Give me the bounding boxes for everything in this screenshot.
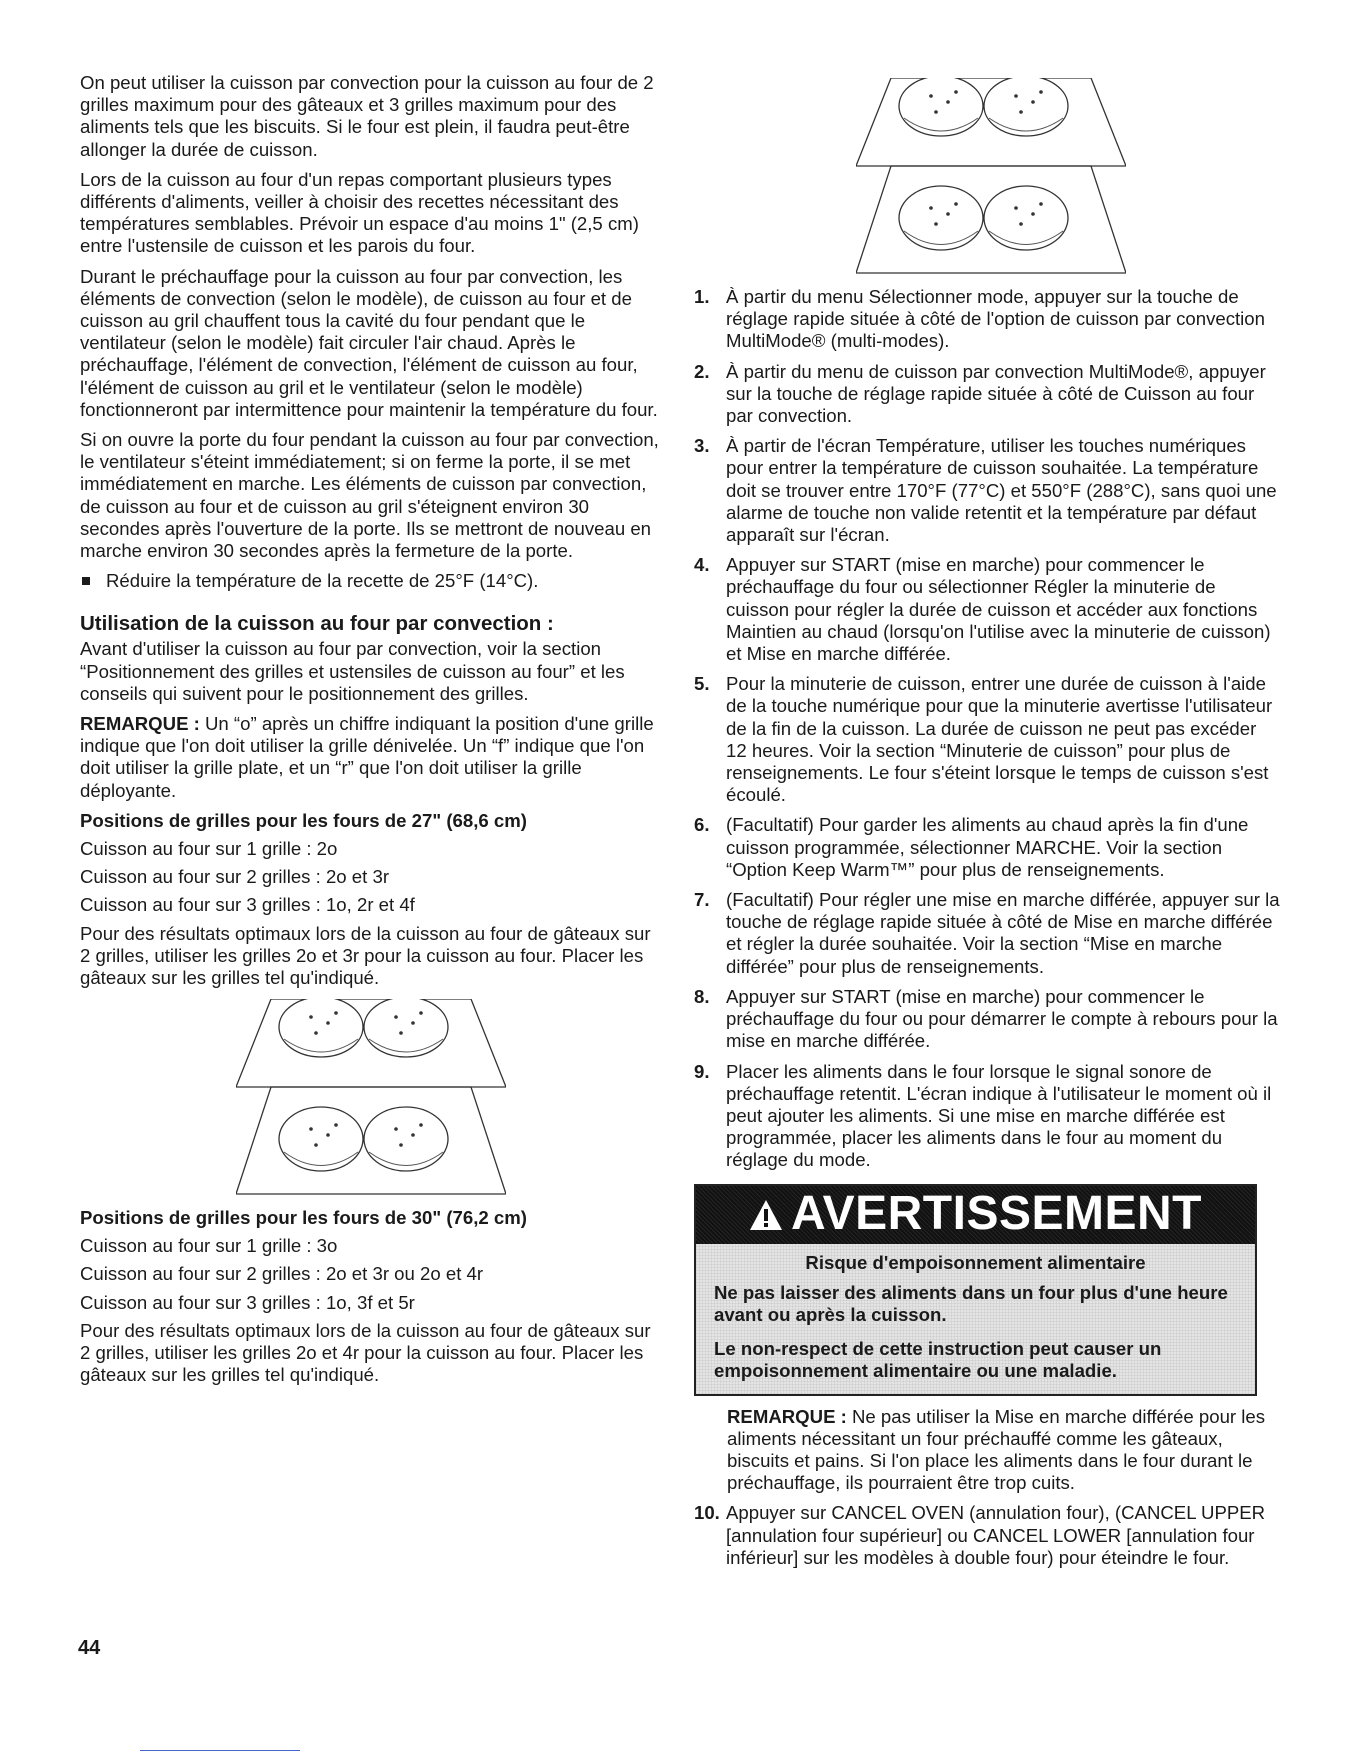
step-item: 3. À partir de l'écran Température, utiliser les touches numériques pour entrer la température de cuisson souhaitée. La température doit se trouver entre 170°F (77°C) et 550°F (288°C), sans quoi une alarme de touche non valide retentit et la température par défaut apparaît sur l'écran.	[694, 435, 1277, 546]
bullet-item	[80, 570, 662, 592]
intro-paragraph-1: On peut utiliser la cuisson par convection pour la cuisson au four de 2 grilles maximum pour des gâteaux et 3 grilles maximum pour des aliments tels que les biscuits. Si le four est plein, il faudra peut-être allonger la durée de cuisson.	[80, 72, 654, 160]
step-item: 9. Placer les aliments dans le four lorsque le signal sonore de préchauffage retentit. L'écran indique à l'utilisateur le moment où il peut ajouter les aliments. Si une mise en marche différée est programmée, placer les aliments dans le four au moment du réglage du mode.	[694, 1060, 1272, 1171]
warning-text-1: Ne pas laisser des aliments dans un four plus d'une heure avant ou après la cuisson.	[714, 1281, 1228, 1325]
step-item: 1. À partir du menu Sélectionner mode, appuyer sur la touche de réglage rapide située à côté de l'option de cuisson par convection MultiMode® (multi-modes).	[694, 286, 1265, 352]
right-column	[694, 78, 1282, 1577]
rack-27-line-2: Cuisson au four sur 2 grilles : 2o et 3r	[80, 866, 390, 888]
warning-text-2: Le non-respect de cette instruction peut causer un empoisonnement alimentaire ou une maladie.	[714, 1337, 1162, 1381]
intro-paragraph-3: Durant le préchauffage pour la cuisson au four par convection, les éléments de convection (selon le modèle), de cuisson au four et de cuisson au gril chauffent tous la cavité du four pendant que le ventilateur (selon le modèle) fait circuler l'air chaud. Après le préchauffage, l'élément de convection, l'élément de cuisson au four, l'élément de cuisson au gril et le ventilateur (selon le modèle) fonctionneront par intermittence pour maintenir la température du four.	[80, 265, 658, 420]
rack-27-illustration	[236, 999, 506, 1199]
warning-title: AVERTISSEMENT	[791, 1187, 1202, 1241]
left-column	[80, 72, 662, 1394]
rack-30-line-1: Cuisson au four sur 1 grille : 3o	[80, 1235, 338, 1257]
rack-27-note: Pour des résultats optimaux lors de la cuisson au four de gâteaux sur 2 grilles, utiliser les grilles 2o et 3r pour la cuisson au four. Placer les gâteaux sur les grilles tel qu'indiqué.	[80, 922, 651, 988]
step-item: 2. À partir du menu de cuisson par convection MultiMode®, appuyer sur la touche de réglage rapide située à côté de Cuisson au four par convection.	[694, 360, 1266, 427]
step-item: 7. (Facultatif) Pour régler une mise en marche différée, appuyer sur la touche de réglage rapide située à côté de Mise en marche différée et régler la durée souhaitée. Voir la section “Mise en marche différée” pour plus de renseignements.	[694, 889, 1280, 977]
steps-list	[694, 286, 1282, 1172]
step-item: 8. Appuyer sur START (mise en marche) pour commencer le préchauffage du four ou pour démarrer le compte à rebours pour la mise en marche différée.	[694, 985, 1278, 1052]
cake-pan-icon	[279, 999, 448, 1171]
step-item: 10. Appuyer sur CANCEL OVEN (annulation four), (CANCEL UPPER [annulation four supérieur] ou CANCEL LOWER [annulation four inférieur] sur les modèles à double four) pour éteindre le four.	[694, 1502, 1266, 1568]
warning-header	[696, 1186, 1255, 1244]
square-bullet-icon	[82, 577, 90, 585]
cake-pan-icon	[899, 78, 1068, 250]
rack-30-note: Pour des résultats optimaux lors de la cuisson au four de gâteaux sur 2 grilles, utiliser les grilles 2o et 4r pour la cuisson au four. Placer les gâteaux sur les grilles tel qu'indiqué.	[80, 1319, 651, 1386]
page-number: 44	[78, 1637, 101, 1659]
section-title: Utilisation de la cuisson au four par convection :	[80, 612, 554, 636]
warning-box	[694, 1184, 1257, 1396]
section-paragraph: Avant d'utiliser la cuisson au four par convection, voir la section “Positionnement des grilles et ustensiles de cuisson au four” et les conseils qui suivent pour le positionnement des grilles.	[80, 638, 625, 704]
footer-rule	[140, 1750, 300, 1751]
rack-30-line-3: Cuisson au four sur 3 grilles : 1o, 3f et 5r	[80, 1291, 415, 1313]
step-item: 5. Pour la minuterie de cuisson, entrer une durée de cuisson à l'aide de la touche numérique pour que la minuterie avertisse l'utilisateur de la fin de la cuisson. La durée de cuisson ne peut pas excéder 12 heures. Voir la section “Minuterie de cuisson” pour plus de renseignements. Le four s'éteint lorsque le temps de cuisson s'est écoulé.	[694, 673, 1273, 806]
remark-text: Un “o” après un chiffre indiquant la position d'une grille indique que l'on doit utiliser la grille dénivelée. Un “f” indique que l'on doit utiliser la grille plate, et un “r” que l'on doit utiliser la grille déployante.	[80, 713, 654, 801]
remark-paragraph-right	[699, 1406, 1282, 1495]
rack-30-line-2: Cuisson au four sur 2 grilles : 2o et 3r ou 2o et 4r	[80, 1263, 484, 1285]
steps-list-continued	[694, 1502, 1282, 1569]
rack-27-title: Positions de grilles pour les fours de 27" (68,6 cm)	[80, 809, 527, 831]
remark-label: REMARQUE :	[80, 713, 200, 735]
remark-label-right: REMARQUE :	[727, 1405, 847, 1427]
rack-27-line-1: Cuisson au four sur 1 grille : 2o	[80, 837, 338, 859]
remark-text-right: Ne pas utiliser la Mise en marche différée pour les aliments nécessitant un four préchauffé comme les gâteaux, biscuits et pains. Si l'on place les aliments dans le four durant le préchauffage, ils pourraient être trop cuits.	[727, 1405, 1266, 1494]
bullet-text: Réduire la température de la recette de 25°F (14°C).	[106, 570, 539, 592]
rack-30-illustration	[856, 78, 1126, 278]
warning-body	[696, 1244, 1255, 1394]
intro-paragraph-4: Si on ouvre la porte du four pendant la cuisson au four par convection, le ventilateur s'éteint immédiatement; si on ferme la porte, il se met immédiatement en marche. Les éléments de cuisson par convection, de cuisson au four et de cuisson au gril s'éteignent environ 30 secondes après l'ouverture de la porte. Ils se mettront de nouveau en marche environ 30 secondes après la fermeture de la porte.	[80, 429, 659, 562]
step-item: 6. (Facultatif) Pour garder les aliments au chaud après la fin d'une cuisson programmée, sélectionner MARCHE. Voir la section “Option Keep Warm™” pour plus de renseignements.	[694, 814, 1249, 880]
warning-triangle-icon	[749, 1199, 783, 1231]
remark-paragraph	[80, 713, 662, 802]
step-item: 4. Appuyer sur START (mise en marche) pour commencer le préchauffage du four ou sélectionner Régler la minuterie de cuisson pour régler la durée de cuisson et accéder aux fonctions Maintien au chaud (lorsqu'on l'utilise avec la minuterie de cuisson) et Mise en marche différée.	[694, 554, 1271, 665]
rack-30-title: Positions de grilles pour les fours de 30" (76,2 cm)	[80, 1207, 527, 1229]
warning-subtitle: Risque d'empoisonnement alimentaire	[805, 1251, 1146, 1273]
intro-paragraph-2: Lors de la cuisson au four d'un repas comportant plusieurs types différents d'aliments, veiller à choisir des recettes nécessitant des températures semblables. Prévoir un espace d'au moins 1" (2,5 cm) entre l'ustensile de cuisson et les parois du four.	[80, 168, 639, 257]
rack-27-line-3: Cuisson au four sur 3 grilles : 1o, 2r et 4f	[80, 894, 415, 916]
